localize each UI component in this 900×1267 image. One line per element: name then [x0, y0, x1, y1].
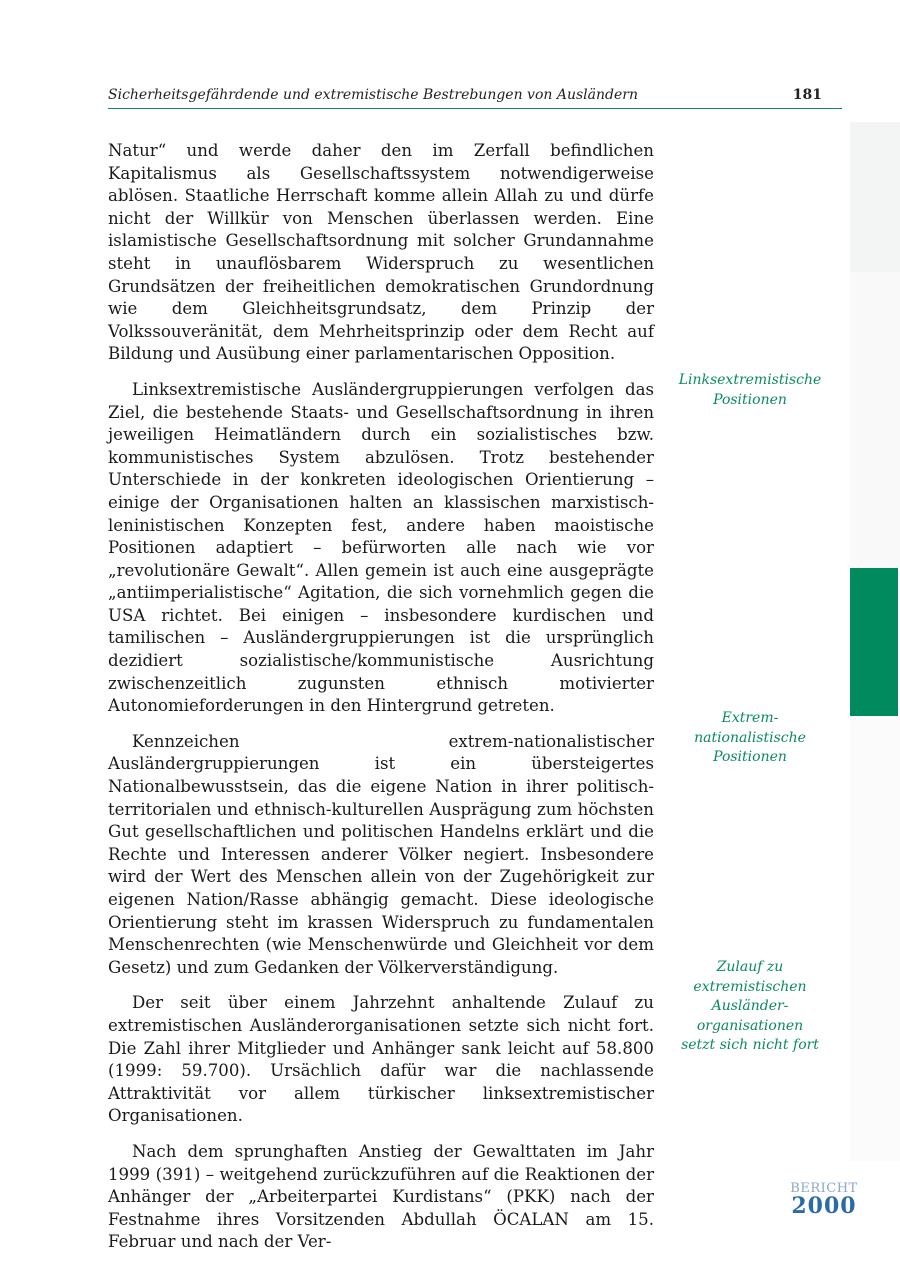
paragraph: Der seit über einem Jahrzehnt anhaltende Zulauf zu extremistischen Ausländerorganisationen setzte sich nicht fort. Die Zahl ihrer Mitglieder und Anhänger sank leicht auf 58.800 (1999: 59.700). Ursächlich dafür war die nachlassende Attraktivität vor allem türkischer linksextremistischer Organisationen.	[108, 993, 654, 1126]
paragraph: Kennzeichen extrem-nationalistischer Ausländergruppierungen ist ein übersteigertes Nationalbewusstsein, das die eigene Nation in ihrer politisch-territorialen und ethnisch-kulturellen Ausprägung zum höchsten Gut gesellschaftlichen und politischen Handelns erklärt und die Rechte und Interessen anderer Völker negiert. Insbesondere wird der Wert des Menschen allein von der Zugehörigkeit zur eigenen Nation/Rasse abhängig gemacht. Diese ideologische Orientierung steht im krassen Widerspruch zu fundamentalen Menschenrechten (wie Menschenwürde und Gleichheit vor dem Gesetz) und zum Gedanken der Völkerverständigung.	[108, 731, 654, 977]
marginal-note-extrem-nationalistisch: Extrem- nationalistische Positionen	[694, 710, 806, 766]
paragraph: Linksextremistische Ausländergruppierungen verfolgen das Ziel, die bestehende Staats- und Gesellschaftsordnung in ihren jeweiligen Heimatländern durch ein sozialistisches bzw. kommunistisches System abzulösen. Trotz bestehender Unterschiede in der konkreten ideologischen Orientierung – einige der Organisationen halten an klassischen marxistisch-leninistischen Konzepten fest, andere haben maoistische Positionen adaptiert – befürworten alle nach wie vor „revolutionäre Gewalt“. Allen gemein ist auch eine ausgeprägte „antiimperialistische“ Agitation, die sich vornehmlich gegen die USA richtet. Bei einigen – insbesondere kurdischen und tamilischen – Ausländergruppierungen ist die ursprünglich dezidiert sozialistische/kommunistische Ausrichtung zwischenzeitlich zugunsten ethnisch motivierter Autonomieforderungen in den Hintergrund getreten.	[108, 379, 654, 716]
running-header	[108, 86, 842, 109]
margin-strip	[850, 716, 900, 1161]
bericht-2000-logo: BERICHT 2000	[790, 1181, 858, 1219]
page-number: 181	[792, 87, 822, 103]
margin-strip	[850, 122, 900, 272]
marginal-note-linksextremistisch: Linksextremistische Positionen	[678, 372, 822, 408]
marginal-note-zulauf: Zulauf zu extremistischen Ausländer- organisationen setzt sich nicht fort	[681, 959, 819, 1054]
body-text	[108, 140, 654, 1267]
paragraph: Natur“ und werde daher den im Zerfall befindlichen Kapitalismus als Gesellschaftssystem notwendigerweise ablösen. Staatliche Herrschaft komme allein Allah zu und dürfe nicht der Willkür von Menschen überlassen werden. Eine islamistische Gesellschaftsordnung mit solcher Grundannahme steht in unauflösbarem Widerspruch zu wesentlichen Grundsätzen der freiheitlichen demokratischen Grundordnung wie dem Gleichheitsgrundsatz, dem Prinzip der Volkssouveränität, dem Mehrheitsprinzip oder dem Recht auf Bildung und Ausübung einer parlamentarischen Opposition.	[108, 141, 654, 364]
margin-strip	[850, 272, 900, 568]
chapter-tab	[850, 568, 898, 716]
header-title: Sicherheitsgefährdende und extremistische Bestrebungen von Ausländern	[108, 87, 638, 103]
paragraph: Nach dem sprunghaften Anstieg der Gewalttaten im Jahr 1999 (391) – weitgehend zurückzuführen auf die Reaktionen der Anhänger der „Arbeiterpartei Kurdistans“ (PKK) nach der Festnahme ihres Vorsitzenden Abdullah ÖCALAN am 15. Februar und nach der Ver-	[108, 1141, 654, 1252]
